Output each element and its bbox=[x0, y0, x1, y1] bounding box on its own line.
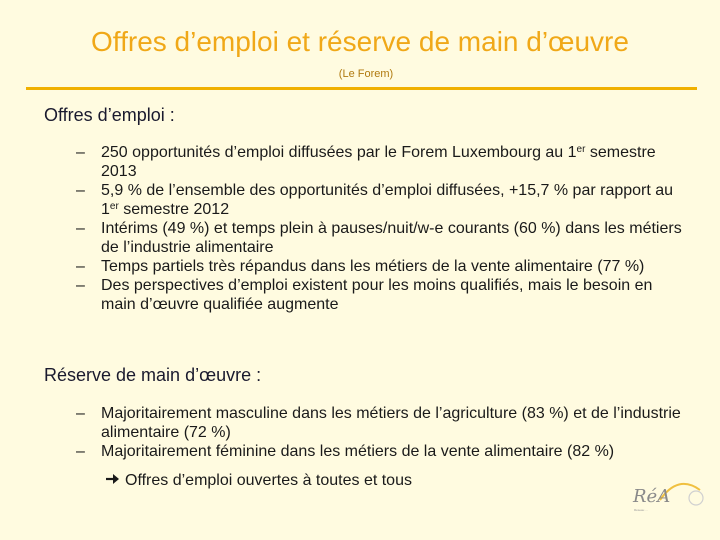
logo bbox=[630, 480, 710, 520]
arrow-right-icon bbox=[105, 471, 121, 490]
list-item: – Des perspectives d’emploi existent pour les moins qualifiés, mais le besoin en main d’œuvre qualifiée augmente bbox=[76, 276, 686, 314]
conclusion-line bbox=[105, 471, 412, 490]
conclusion-text: Offres d’emploi ouvertes à toutes et tous bbox=[125, 472, 412, 489]
offres-list bbox=[76, 143, 686, 314]
logo-subtext: Réseau ... bbox=[634, 508, 648, 512]
logo-text: RéA bbox=[633, 486, 671, 507]
list-item: – Intérims (49 %) et temps plein à pauses/nuit/w-e courants (60 %) dans les métiers de l’industrie alimentaire bbox=[76, 219, 686, 257]
list-item: – Majoritairement féminine dans les métiers de la vente alimentaire (82 %) bbox=[76, 442, 686, 461]
reserve-list bbox=[76, 404, 686, 461]
section-heading-offres: Offres d’emploi : bbox=[44, 105, 175, 125]
list-item: – 5,9 % de l’ensemble des opportunités d’emploi diffusées, +15,7 % par rapport au 1er semestre 2012 bbox=[76, 181, 686, 219]
list-item: – Majoritairement masculine dans les métiers de l’agriculture (83 %) et de l’industrie alimentaire (72 %) bbox=[76, 404, 686, 442]
list-item: – Temps partiels très répandus dans les métiers de la vente alimentaire (77 %) bbox=[76, 257, 686, 276]
list-item: – 250 opportunités d’emploi diffusées par le Forem Luxembourg au 1er semestre 2013 bbox=[76, 143, 686, 181]
page-subtitle: (Le Forem) bbox=[338, 68, 394, 80]
section-heading-reserve: Réserve de main d’œuvre : bbox=[44, 365, 262, 385]
page-title: Offres d’emploi et réserve de main d’œuvre bbox=[91, 26, 629, 57]
title-divider bbox=[26, 87, 697, 90]
